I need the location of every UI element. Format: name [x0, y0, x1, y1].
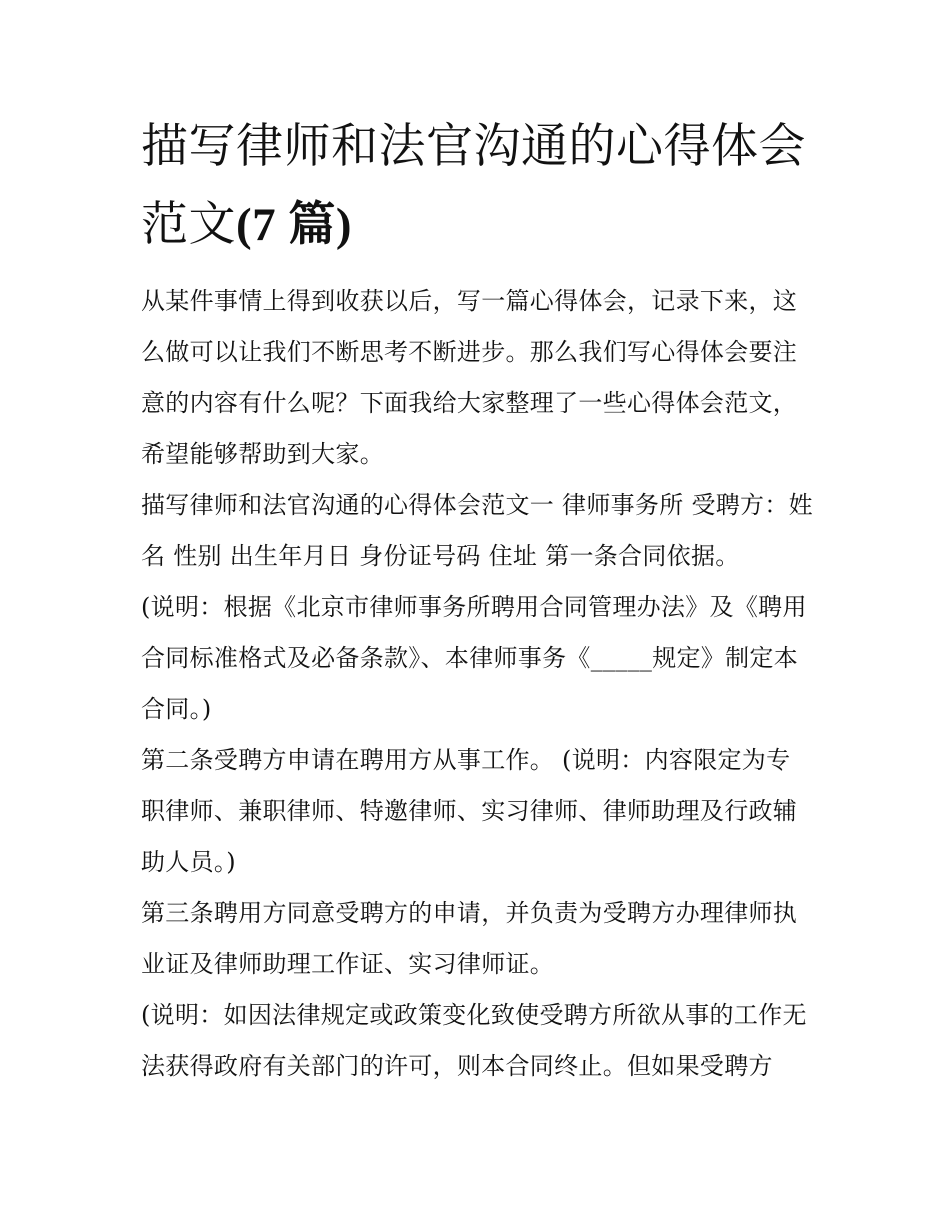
- title-main-text: 描写律师和法官沟通的心得体会范文: [141, 119, 806, 252]
- article-two-paragraph: 第二条受聘方申请在聘用方从事工作。 (说明：内容限定为专职律师、兼职律师、特邀律师、实习律师、律师助理及行政辅助人员。): [141, 746, 798, 876]
- document-title: [141, 108, 813, 264]
- note-basis-paragraph: (说明：根据《北京市律师事务所聘用合同管理办法》及《聘用合同标准格式及必备条款》、本律师事务《_____规定》制定本合同。): [141, 593, 807, 723]
- title-count-text: (7 篇): [236, 199, 353, 251]
- section-one-paragraph: 描写律师和法官沟通的心得体会范文一 律师事务所 受聘方：姓名 性别 出生年月日 身份证号码 住址 第一条合同依据。: [141, 491, 813, 570]
- intro-paragraph: 从某件事情上得到收获以后，写一篇心得体会，记录下来，这么做可以让我们不断思考不断进步。那么我们写心得体会要注意的内容有什么呢？下面我给大家整理了一些心得体会范文，希望能够帮助到大家。: [141, 287, 798, 468]
- document-body: [141, 108, 813, 1092]
- article-three-paragraph: 第三条聘用方同意受聘方的申请，并负责为受聘方办理律师执业证及律师助理工作证、实习律师证。: [141, 899, 798, 978]
- note-termination-paragraph: (说明：如因法律规定或政策变化致使受聘方所欲从事的工作无法获得政府有关部门的许可，则本合同终止。但如果受聘方: [141, 1001, 807, 1080]
